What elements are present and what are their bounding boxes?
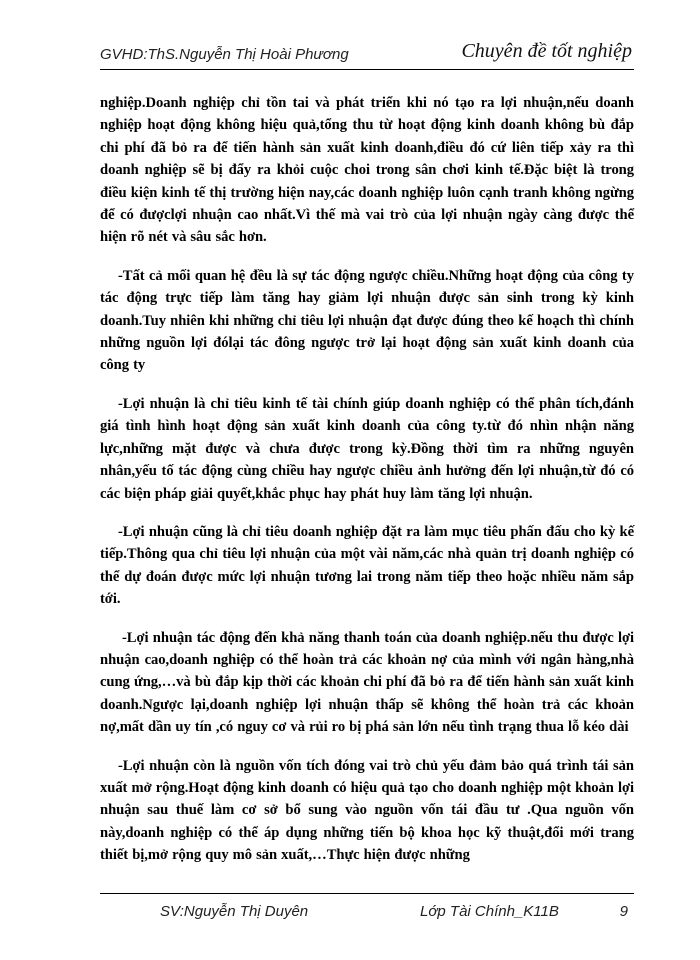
header-divider xyxy=(100,69,634,70)
paragraph-4: -Lợi nhuận cũng là chỉ tiêu doanh nghiệp đặt ra làm mục tiêu phấn đấu cho kỳ kế tiếp.Thông qua chỉ tiêu lợi nhuận của một vài năm,các nhà quản trị doanh nghiệp có thể dự đoán được mức lợi nhuận tương lai trong năm tiếp theo hoặc nhiều năm sắp tới. xyxy=(100,523,634,608)
page-footer xyxy=(100,903,634,927)
supervisor-label: GVHD:ThS.Nguyễn Thị Hoài Phương xyxy=(100,46,349,63)
class-name: Lớp Tài Chính_K11B xyxy=(420,903,559,920)
footer-divider xyxy=(100,893,634,894)
paragraph-5: -Lợi nhuận tác động đến khả năng thanh toán của doanh nghiệp.nếu thu được lợi nhuận cao,doanh nghiệp có thể hoàn trả các khoản nợ của mình với ngân hàng,nhà cung ứng,…và bù đắp kịp thời các khoản chi phí đã bỏ ra để tiến hành sản xuất kinh doanh.Ngược lại,doanh nghiệp lợi nhuận thấp sẽ không thể hoàn trả các khoản nợ,mất dần uy tín ,có nguy cơ và rủi ro bị phá sản lớn nếu tình trạng thua lỗ kéo dài xyxy=(100,629,634,736)
paragraph-1: nghiệp.Doanh nghiệp chỉ tồn tai và phát triển khi nó tạo ra lợi nhuận,nếu doanh nghiệp hoạt động không hiệu quả,tổng thu từ hoạt động kinh doanh không bù đắp chi phí đã bỏ ra để tiến hành sản xuất kinh doanh,điều đó cứ liên tiếp xảy ra thì doanh nghiệp sẽ bị đẩy ra khỏi cuộc choi trong sân chơi kinh tế.Đặc biệt là trong điều kiện kinh tế thị trường hiện nay,các doanh nghiệp luôn cạnh tranh không ngừng để có đượclợi nhuận cao nhất.Vì thế mà vai trò của lợi nhuận ngày càng được thể hiện rõ nét và sâu sắc hơn. xyxy=(100,95,634,246)
paragraph-6: -Lợi nhuận còn là nguồn vốn tích đóng vai trò chủ yếu đảm bảo quá trình tái sản xuất mở rộng.Hoạt động kinh doanh có hiệu quả tạo cho doanh nghiệp một khoản lợi nhuận sau thuế làm cơ sở bổ sung vào nguồn vốn tái đầu tư .Qua nguồn vốn này,doanh nghiệp có thể áp dụng những tiến bộ khoa học kỹ thuật,đổi mới trang thiết bị,mở rộng quy mô sản xuất,…Thực hiện được những xyxy=(100,757,634,864)
paragraph-3: -Lợi nhuận là chỉ tiêu kinh tế tài chính giúp doanh nghiệp có thể phân tích,đánh giá tình hình hoạt động sản xuất kinh doanh của công ty.từ đó nhìn nhận năng lực,những mặt được và chưa được trong kỳ.Đồng thời tìm ra những nguyên nhân,yếu tố tác động cùng chiều hay ngược chiều ảnh hưởng đến lợi nhuận,từ đó có các biện pháp giải quyết,khắc phục hay phát huy làm tăng lợi nhuận. xyxy=(100,395,634,502)
body-text xyxy=(100,92,634,883)
student-name: SV:Nguyễn Thị Duyên xyxy=(160,903,309,920)
paragraph-2: -Tất cả mối quan hệ đều là sự tác động ngược chiều.Những hoạt động của công ty tác động trực tiếp làm tăng hay giảm lợi nhuận được sản sinh trong kỳ kinh doanh.Tuy nhiên khi những chỉ tiêu lợi nhuận đạt được đúng theo kế hoạch thì chính những nguồn lợi đólại tác đông ngược trở lại hoạt động sản xuất kinh doanh của công ty xyxy=(100,267,634,374)
document-title: Chuyên đề tốt nghiệp xyxy=(461,40,632,62)
page-number: 9 xyxy=(619,903,628,920)
page-header xyxy=(100,40,632,70)
